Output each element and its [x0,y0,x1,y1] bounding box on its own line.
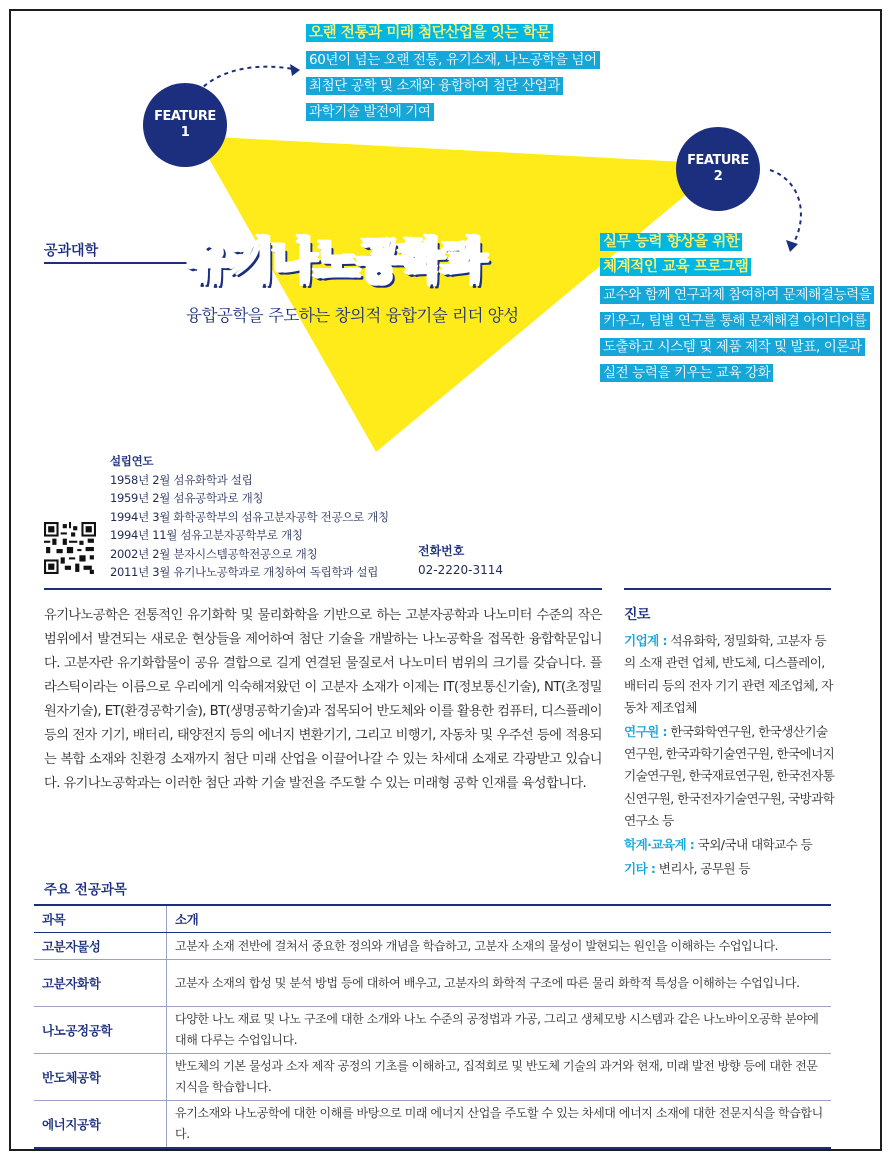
feature-1-line: 과학기술 발전에 기여 [306,103,434,121]
course-name: 에너지공학 [34,1101,167,1149]
college-underline [44,262,194,264]
history-item: 1958년 2월 섬유화학과 설립 [110,472,253,487]
column-header-course: 과목 [34,905,167,933]
divider-right [624,588,831,590]
feature-2-line: 실전 능력을 키우는 교육 강화 [600,364,773,382]
course-name: 고분자물성 [34,933,167,960]
history-item: 1994년 3월 화학공학부의 섬유고분자공학 전공으로 개칭 [110,509,389,524]
history-block [110,452,389,582]
history-item: 2011년 3월 유기나노공학과로 개칭하여 독립학과 설립 [110,565,379,579]
page-title: 유기나노공학과 [187,234,485,288]
career-title: 진로 [624,607,650,623]
history-item: 1994년 11월 섬유고분자공학부로 개칭 [110,528,303,542]
feature-1-title: 오랜 전통과 미래 첨단산업을 잇는 학문 [306,24,553,42]
courses-table [34,904,831,1149]
history-item: 2002년 2월 분자시스템공학전공으로 개칭 [110,546,318,561]
courses-title: 주요 전공과목 [44,882,127,898]
table-row [34,1007,831,1054]
intro-paragraph: 유기나노공학은 전통적인 유기화학 및 물리화학을 기반으로 하는 고분자공학과 나노미터 수준의 작은 범위에서 발견되는 새로운 현상들을 제어하여 첨단 기술을 개발하는 나노공학을 접목한 융합학문입니다. 고분자란 유기화합물이 공유 결합으로 길게 연결된 물질로서 나노미터 범위의 크기를 갖습니다. 플라스틱이라는 이름으로 우리에게 익숙해져왔던 이 고분자 소재가 이제는 IT(정보통신기술), NT(초정밀 원자기술), ET(환경공학기술), BT(생명공학기술)과 접목되어 반도체와 이를 활용한 컴퓨터, 디스플레이 등의 전자 기기, 배터리, 태양전지 등의 에너지 변환기기, 그리고 비행기, 자동차 및 우주선 등에 적용되는 복합 소재와 친환경 소재까지 첨단 미래 산업을 이끌어나갈 수 있는 차세대 소재로 각광받고 있습니다. 유기나노공학과는 이러한 첨단 과학 기술 발전을 주도할 수 있는 미래형 공학 인재를 육성합니다. [44,608,602,791]
history-label: 설립연도 [110,454,154,468]
course-description: 다양한 나노 재료 및 나노 구조에 대한 소개와 나노 수준의 공정법과 가공, 그리고 생체모방 시스템과 같은 나노바이오공학 분야에 대해 다루는 수업입니다. [167,1007,832,1054]
career-text: 변리사, 공무원 등 [655,861,750,877]
history-item: 1959년 2월 섬유공학과로 개칭 [110,491,264,505]
course-name: 반도체공학 [34,1054,167,1101]
phone-number[interactable]: 02-2220-3114 [418,562,504,577]
feature-1-badge [143,83,227,167]
table-row [34,960,831,1007]
feature-2-label: FEATURE [687,153,749,168]
column-header-description: 소개 [167,905,832,933]
career-key: 연구원 : [624,724,667,740]
career-item [624,721,836,832]
phone-block [418,542,503,579]
career-text: 국외/국내 대학교수 등 [694,837,813,853]
divider-left [44,588,602,590]
course-description: 고분자 소재의 합성 및 분석 방법 등에 대하여 배우고, 고분자의 화학적 구조에 따른 물리 화학적 특성을 이해하는 수업입니다. [167,960,832,1007]
career-text: 한국화학연구원, 한국생산기술연구원, 한국과학기술연구원, 한국에너지기술연구원, 한국재료연구원, 한국전자통신연구원, 한국전자기술연구원, 국방과학연구소 등 [624,724,835,828]
feature-2-badge [676,127,760,211]
course-description: 반도체의 기본 물성과 소자 제작 공정의 기초를 이해하고, 집적회로 및 반도체 기술의 과거와 현재, 미래 발전 방향 등에 대한 전문지식을 학습합니다. [167,1054,832,1101]
feature-2-title: 실무 능력 향상을 위한 [600,233,742,251]
career-key: 기타 : [624,861,656,877]
feature-1-text [306,22,606,124]
slogan: 융합공학을 주도하는 창의적 융합기술 리더 양성 [186,306,519,325]
course-description: 고분자 소재 전반에 걸쳐서 중요한 정의와 개념을 학습하고, 고분자 소재의 물성이 발현되는 원인을 이해하는 수업입니다. [167,933,832,960]
career-item [624,630,836,719]
career-text: 석유화학, 정밀화학, 고분자 등의 소재 관련 업체, 반도체, 디스플레이, 배터리 등의 전자 기기 관련 제조업체, 자동차 제조업체 [624,633,833,715]
course-description: 유기소재와 나노공학에 대한 이해를 바탕으로 미래 에너지 산업을 주도할 수 있는 차세대 에너지 소재에 대한 전문지식을 학습합니다. [167,1101,832,1149]
feature-2-title: 체계적인 교육 프로그램 [600,258,751,276]
course-name: 고분자화학 [34,960,167,1007]
career-item [624,858,836,880]
phone-label: 전화번호 [418,544,465,558]
feature-1-number: 1 [180,125,190,140]
course-name: 나노공정공학 [34,1007,167,1054]
career-key: 기업계 : [624,633,667,649]
feature-2-line: 도출하고 시스템 및 제품 제작 및 발표, 이론과 [600,338,865,356]
feature-1-line: 60년이 넘는 오랜 전통, 유기소재, 나노공학을 넘어 [306,51,600,69]
feature-1-label: FEATURE [154,109,216,124]
feature-2-number: 2 [713,169,723,184]
career-block [624,604,836,882]
table-row [34,933,831,960]
feature-2-text [600,230,880,385]
table-header-row [34,905,831,933]
college-name: 공과대학 [44,243,99,259]
feature-2-line: 교수와 함께 연구과제 참여하여 문제해결능력을 [600,286,874,304]
career-item [624,834,836,856]
table-row [34,1054,831,1101]
feature-1-line: 최첨단 공학 및 소재와 융합하여 첨단 산업과 [306,77,563,95]
qr-code-icon[interactable] [44,522,96,574]
feature-2-line: 키우고, 팀별 연구를 통해 문제해결 아이디어를 [600,312,870,330]
table-row [34,1101,831,1149]
career-key: 학계·교육계 : [624,837,695,853]
